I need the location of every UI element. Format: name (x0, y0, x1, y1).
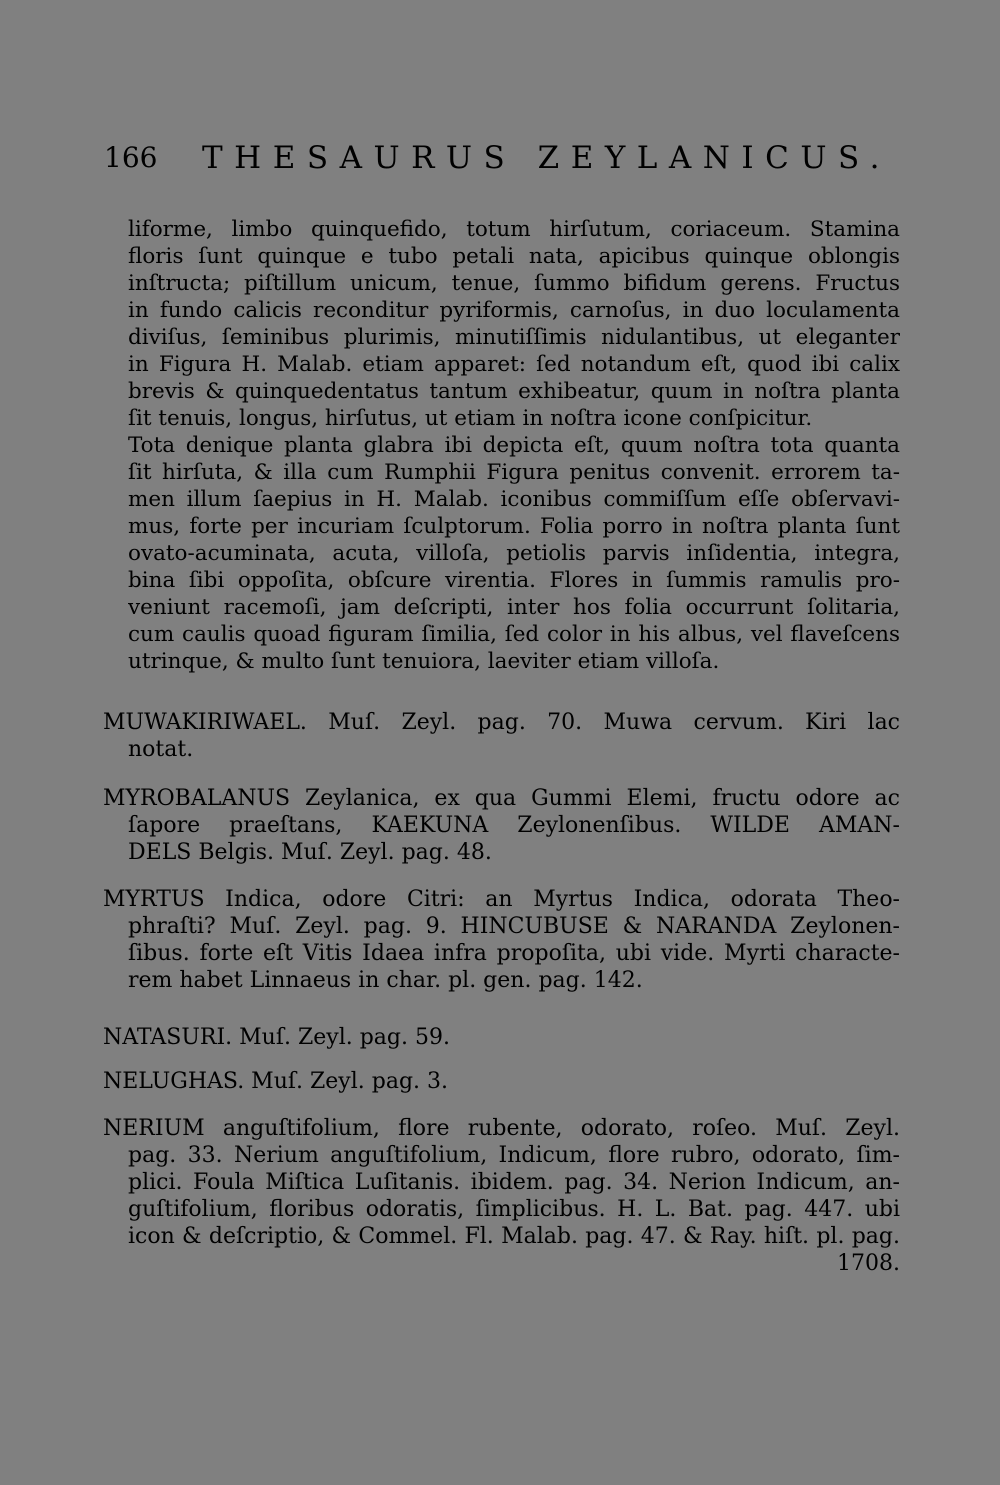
text-line: inſtructa; piſtillum unicum, tenue, ſummo bifidum gerens. Fructus (128, 271, 900, 296)
text-line: liforme, limbo quinquefido, totum hirſutum, coriaceum. Stamina (128, 217, 900, 242)
entry-line: phraſti? Muſ. Zeyl. pag. 9. HINCUBUSE & NARANDA Zeylonen- (128, 914, 900, 939)
entry-line: guſtifolium, floribus odoratis, ſimplicibus. H. L. Bat. pag. 447. ubi (128, 1197, 900, 1222)
entry-line: icon & deſcriptio, & Commel. Fl. Malab. pag. 47. & Ray. hiſt. pl. pag. (128, 1224, 900, 1249)
entry-line: ſapore praeſtans, KAEKUNA Zeylonenſibus. WILDE AMAN- (128, 813, 900, 838)
entry-line: MYROBALANUS Zeylanica, ex qua Gummi Elemi, fructu odore ac (103, 786, 900, 811)
text-line: ſit tenuis, longus, hirſutus, ut etiam in noſtra icone conſpicitur. (128, 406, 813, 431)
text-line: bina ſibi oppoſita, obſcure virentia. Flores in ſummis ramulis pro- (128, 568, 900, 593)
entry-line: NELUGHAS. Muſ. Zeyl. pag. 3. (103, 1069, 449, 1094)
text-line: mus, forte per incuriam ſculptorum. Folia porro in noſtra planta ſunt (128, 514, 900, 539)
text-line: cum caulis quoad figuram ſimilia, ſed color in his albus, vel flaveſcens (128, 622, 900, 647)
text-line: Tota denique planta glabra ibi depicta eſt, quum noſtra tota quanta (128, 433, 900, 458)
text-line: floris ſunt quinque e tubo petali nata, apicibus quinque oblongis (128, 244, 900, 269)
entry-line: rem habet Linnaeus in char. pl. gen. pag. 142. (128, 968, 643, 993)
text-line: men illum ſaepius in H. Malab. iconibus commiſſum eſſe obſervavi- (128, 487, 900, 512)
text-line: ovato-acuminata, acuta, villoſa, petiolis parvis inſidentia, integra, (128, 541, 900, 566)
description-paragraph (128, 216, 900, 675)
entry-muwakiriwael (103, 709, 900, 763)
text-line: brevis & quinquedentatus tantum exhibeatur, quum in noſtra planta (128, 379, 900, 404)
entry-line: notat. (128, 737, 194, 762)
entry-nelughas (103, 1068, 900, 1095)
text-line: diviſus, ſeminibus plurimis, minutiſſimis nidulantibus, ut eleganter (128, 325, 900, 350)
entry-line: NERIUM anguſtifolium, flore rubente, odorato, roſeo. Muſ. Zeyl. (103, 1116, 900, 1141)
text-line: in Figura H. Malab. etiam apparet: ſed notandum eſt, quod ibi calix (128, 352, 900, 377)
entry-line: DELS Belgis. Muſ. Zeyl. pag. 48. (128, 840, 492, 865)
entry-line: NATASURI. Muſ. Zeyl. pag. 59. (103, 1025, 450, 1050)
entry-line: ſibus. forte eſt Vitis Idaea infra propoſita, ubi vide. Myrti characte- (128, 941, 900, 966)
entry-natasuri (103, 1024, 900, 1051)
page-number: 166 (104, 141, 158, 174)
entry-line: 1708. (837, 1251, 900, 1276)
entry-nerium (103, 1115, 900, 1277)
entry-myrtus (103, 886, 900, 994)
entry-line: MUWAKIRIWAEL. Muſ. Zeyl. pag. 70. Muwa cervum. Kiri lac (103, 710, 900, 735)
entry-line: MYRTUS Indica, odore Citri: an Myrtus Indica, odorata Theo- (103, 887, 900, 912)
text-line: in fundo calicis reconditur pyriformis, carnoſus, in duo loculamenta (128, 298, 900, 323)
text-line: utrinque, & multo ſunt tenuiora, laeviter etiam villoſa. (128, 649, 720, 674)
entry-myrobalanus (103, 785, 900, 866)
running-header (104, 138, 904, 178)
text-line: veniunt racemoſi, jam deſcripti, inter hos folia occurrunt ſolitaria, (128, 595, 900, 620)
running-title: THESAURUS ZEYLANICUS. (202, 140, 891, 176)
entry-line: plici. Foula Miſtica Luſitanis. ibidem. pag. 34. Nerion Indicum, an- (128, 1170, 900, 1195)
entry-line: pag. 33. Nerium anguſtifolium, Indicum, flore rubro, odorato, ſim- (128, 1143, 900, 1168)
text-line: ſit hirſuta, & illa cum Rumphii Figura penitus convenit. errorem ta- (128, 460, 900, 485)
